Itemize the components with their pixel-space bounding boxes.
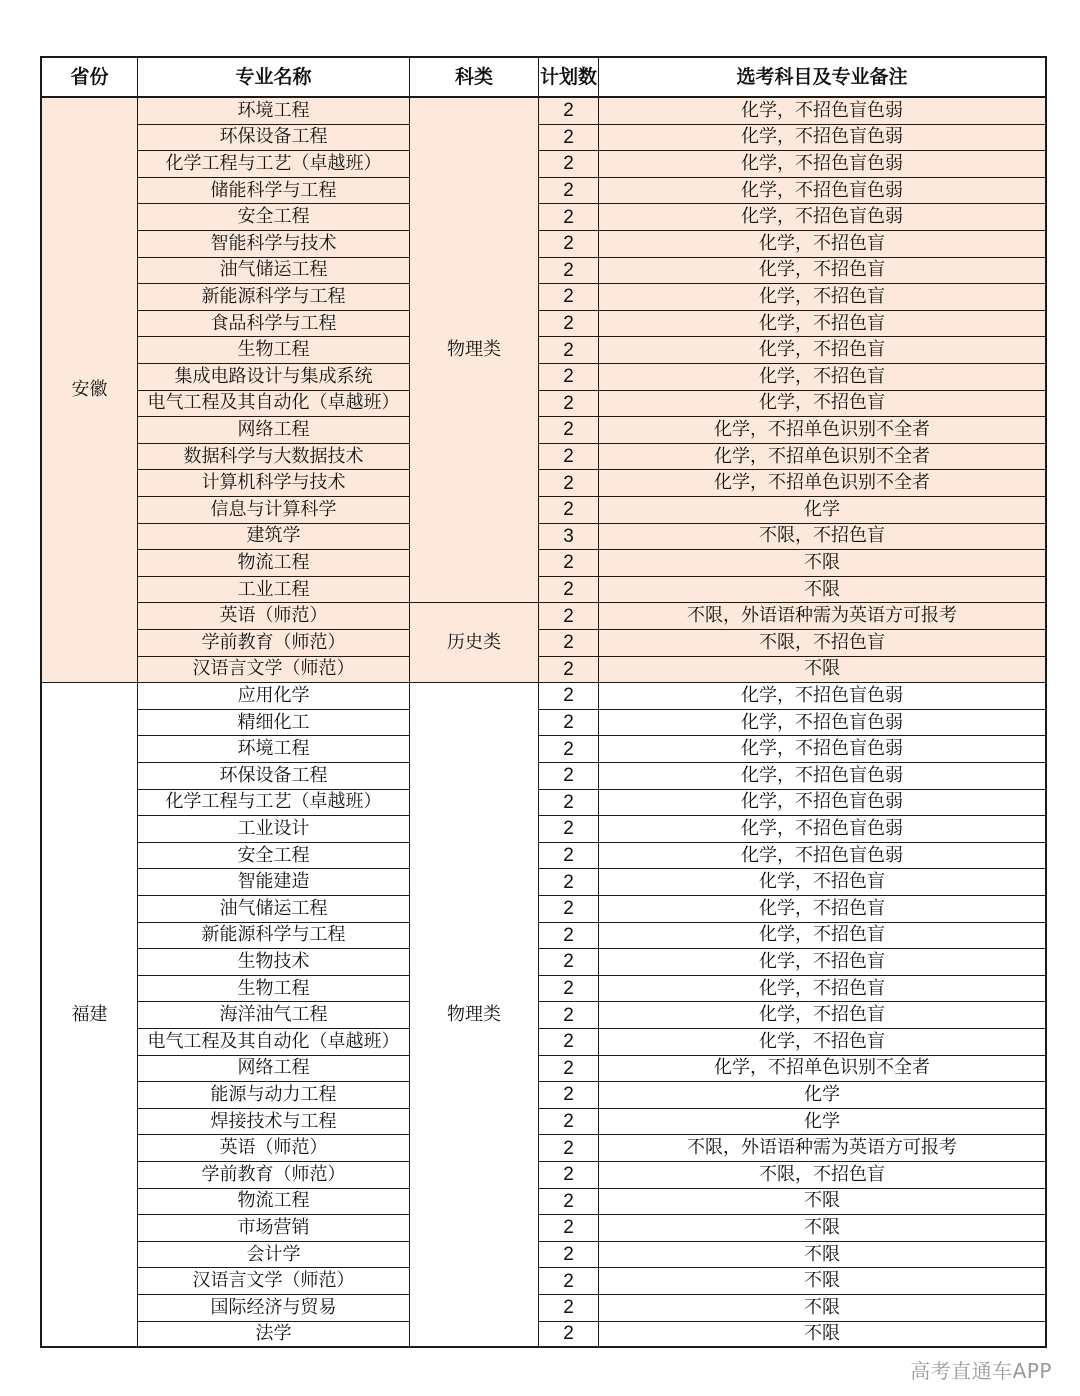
watermark: 高考直通车APP: [910, 1359, 1052, 1383]
note-cell: 化学，不招色盲色弱: [599, 683, 1047, 710]
major-cell: 计算机科学与技术: [138, 470, 410, 497]
note-cell: 化学，不招色盲色弱: [599, 736, 1047, 763]
province-cell: 安徽: [40, 98, 138, 683]
admission-plan-table: [40, 56, 1047, 1346]
plan-count-cell: 2: [539, 1135, 599, 1162]
plan-count-cell: 2: [539, 577, 599, 604]
note-cell: 不限，外语语种需为英语方可报考: [599, 603, 1047, 630]
plan-count-cell: 3: [539, 524, 599, 551]
plan-count-cell: 2: [539, 1295, 599, 1322]
major-cell: 生物工程: [138, 337, 410, 364]
plan-count-cell: 2: [539, 311, 599, 338]
plan-count-cell: 2: [539, 710, 599, 737]
note-cell: 化学，不招单色识别不全者: [599, 417, 1047, 444]
note-cell: 不限，不招色盲: [599, 1162, 1047, 1189]
plan-count-cell: 2: [539, 1056, 599, 1083]
plan-count-cell: 2: [539, 391, 599, 418]
major-cell: 安全工程: [138, 204, 410, 231]
note-cell: 化学，不招色盲: [599, 923, 1047, 950]
major-cell: 环保设备工程: [138, 125, 410, 152]
note-cell: 不限，不招色盲: [599, 524, 1047, 551]
plan-count-cell: 2: [539, 896, 599, 923]
plan-count-cell: 2: [539, 843, 599, 870]
note-cell: 不限: [599, 577, 1047, 604]
plan-count-cell: 2: [539, 657, 599, 684]
major-cell: 新能源科学与工程: [138, 284, 410, 311]
note-cell: 化学，不招色盲色弱: [599, 816, 1047, 843]
plan-count-cell: 2: [539, 1215, 599, 1242]
note-cell: 化学，不招色盲: [599, 896, 1047, 923]
major-cell: 环境工程: [138, 98, 410, 125]
plan-count-cell: 2: [539, 231, 599, 258]
plan-count-cell: 2: [539, 337, 599, 364]
note-cell: 化学，不招色盲色弱: [599, 204, 1047, 231]
plan-count-cell: 2: [539, 949, 599, 976]
major-cell: 电气工程及其自动化（卓越班）: [138, 1029, 410, 1056]
plan-count-cell: 2: [539, 497, 599, 524]
plan-count-cell: 2: [539, 976, 599, 1003]
major-cell: 化学工程与工艺（卓越班）: [138, 790, 410, 817]
plan-count-cell: 2: [539, 630, 599, 657]
plan-count-cell: 2: [539, 1242, 599, 1269]
plan-count-cell: 2: [539, 125, 599, 152]
major-cell: 精细化工: [138, 710, 410, 737]
plan-count-cell: 2: [539, 736, 599, 763]
plan-count-cell: 2: [539, 1002, 599, 1029]
category-cell: 历史类: [410, 603, 539, 683]
note-cell: 化学，不招色盲色弱: [599, 763, 1047, 790]
major-cell: 油气储运工程: [138, 258, 410, 285]
major-cell: 环境工程: [138, 736, 410, 763]
note-cell: 不限，外语语种需为英语方可报考: [599, 1135, 1047, 1162]
plan-count-cell: 2: [539, 1162, 599, 1189]
province-header: 省份: [40, 56, 138, 98]
note-cell: 化学，不招色盲: [599, 364, 1047, 391]
note-cell: 不限: [599, 550, 1047, 577]
major-cell: 英语（师范）: [138, 603, 410, 630]
note-cell: 化学，不招单色识别不全者: [599, 444, 1047, 471]
plan-count-cell: 2: [539, 1082, 599, 1109]
note-cell: 化学: [599, 497, 1047, 524]
major-cell: 物流工程: [138, 1189, 410, 1216]
major-cell: 建筑学: [138, 524, 410, 551]
note-cell: 化学，不招色盲: [599, 1029, 1047, 1056]
major-cell: 能源与动力工程: [138, 1082, 410, 1109]
note-cell: 化学，不招色盲: [599, 949, 1047, 976]
note-cell: 化学，不招色盲: [599, 284, 1047, 311]
major-cell: 数据科学与大数据技术: [138, 444, 410, 471]
major-cell: 集成电路设计与集成系统: [138, 364, 410, 391]
major-cell: 环保设备工程: [138, 763, 410, 790]
plan-header: 计划数: [539, 56, 599, 98]
note-cell: 不限，不招色盲: [599, 630, 1047, 657]
major-cell: 储能科学与工程: [138, 178, 410, 205]
note-cell: 化学，不招色盲色弱: [599, 125, 1047, 152]
note-cell: 化学: [599, 1082, 1047, 1109]
note-cell: 化学，不招单色识别不全者: [599, 1056, 1047, 1083]
note-cell: 不限: [599, 1189, 1047, 1216]
plan-count-cell: 2: [539, 444, 599, 471]
major-cell: 国际经济与贸易: [138, 1295, 410, 1322]
major-cell: 智能科学与技术: [138, 231, 410, 258]
note-cell: 不限: [599, 1295, 1047, 1322]
major-cell: 食品科学与工程: [138, 311, 410, 338]
note-cell: 化学: [599, 1109, 1047, 1136]
major-cell: 生物技术: [138, 949, 410, 976]
note-cell: 化学，不招色盲色弱: [599, 843, 1047, 870]
plan-count-cell: 2: [539, 178, 599, 205]
plan-count-cell: 2: [539, 470, 599, 497]
major-cell: 信息与计算科学: [138, 497, 410, 524]
category-cell: 物理类: [410, 98, 539, 603]
note-cell: 化学，不招色盲: [599, 231, 1047, 258]
plan-count-cell: 2: [539, 284, 599, 311]
plan-count-cell: 2: [539, 1322, 599, 1349]
plan-count-cell: 2: [539, 1109, 599, 1136]
major-cell: 应用化学: [138, 683, 410, 710]
major-header: 专业名称: [138, 56, 410, 98]
major-cell: 学前教育（师范）: [138, 630, 410, 657]
note-cell: 不限: [599, 1322, 1047, 1349]
note-cell: 化学，不招色盲: [599, 976, 1047, 1003]
plan-count-cell: 2: [539, 1189, 599, 1216]
major-cell: 新能源科学与工程: [138, 923, 410, 950]
note-cell: 化学，不招色盲: [599, 258, 1047, 285]
major-cell: 工业设计: [138, 816, 410, 843]
major-cell: 化学工程与工艺（卓越班）: [138, 151, 410, 178]
major-cell: 海洋油气工程: [138, 1002, 410, 1029]
major-cell: 焊接技术与工程: [138, 1109, 410, 1136]
major-cell: 法学: [138, 1322, 410, 1349]
major-cell: 会计学: [138, 1242, 410, 1269]
major-cell: 学前教育（师范）: [138, 1162, 410, 1189]
plan-count-cell: 2: [539, 603, 599, 630]
major-cell: 智能建造: [138, 869, 410, 896]
major-cell: 电气工程及其自动化（卓越班）: [138, 391, 410, 418]
major-cell: 市场营销: [138, 1215, 410, 1242]
plan-count-cell: 2: [539, 364, 599, 391]
note-cell: 化学，不招单色识别不全者: [599, 470, 1047, 497]
note-cell: 化学，不招色盲: [599, 337, 1047, 364]
note-cell: 不限: [599, 1215, 1047, 1242]
major-cell: 安全工程: [138, 843, 410, 870]
category-header: 科类: [410, 56, 539, 98]
note-cell: 化学，不招色盲色弱: [599, 790, 1047, 817]
note-cell: 不限: [599, 657, 1047, 684]
note-cell: 不限: [599, 1268, 1047, 1295]
major-cell: 物流工程: [138, 550, 410, 577]
plan-count-cell: 2: [539, 923, 599, 950]
province-cell: 福建: [40, 683, 138, 1348]
note-cell: 化学，不招色盲: [599, 1002, 1047, 1029]
plan-count-cell: 2: [539, 417, 599, 444]
plan-count-cell: 2: [539, 98, 599, 125]
note-cell: 不限: [599, 1242, 1047, 1269]
major-cell: 生物工程: [138, 976, 410, 1003]
note-header: 选考科目及专业备注: [599, 56, 1047, 98]
plan-count-cell: 2: [539, 550, 599, 577]
plan-count-cell: 2: [539, 816, 599, 843]
note-cell: 化学，不招色盲: [599, 869, 1047, 896]
major-cell: 工业工程: [138, 577, 410, 604]
major-cell: 英语（师范）: [138, 1135, 410, 1162]
plan-count-cell: 2: [539, 683, 599, 710]
plan-count-cell: 2: [539, 790, 599, 817]
note-cell: 化学，不招色盲: [599, 311, 1047, 338]
plan-count-cell: 2: [539, 763, 599, 790]
note-cell: 化学，不招色盲色弱: [599, 98, 1047, 125]
plan-count-cell: 2: [539, 258, 599, 285]
major-cell: 汉语言文学（师范）: [138, 657, 410, 684]
major-cell: 汉语言文学（师范）: [138, 1268, 410, 1295]
plan-count-cell: 2: [539, 204, 599, 231]
major-cell: 网络工程: [138, 1056, 410, 1083]
plan-count-cell: 2: [539, 1268, 599, 1295]
plan-count-cell: 2: [539, 869, 599, 896]
note-cell: 化学，不招色盲色弱: [599, 710, 1047, 737]
plan-count-cell: 2: [539, 1029, 599, 1056]
note-cell: 化学，不招色盲色弱: [599, 178, 1047, 205]
note-cell: 化学，不招色盲: [599, 391, 1047, 418]
major-cell: 油气储运工程: [138, 896, 410, 923]
category-cell: 物理类: [410, 683, 539, 1348]
note-cell: 化学，不招色盲色弱: [599, 151, 1047, 178]
major-cell: 网络工程: [138, 417, 410, 444]
plan-count-cell: 2: [539, 151, 599, 178]
